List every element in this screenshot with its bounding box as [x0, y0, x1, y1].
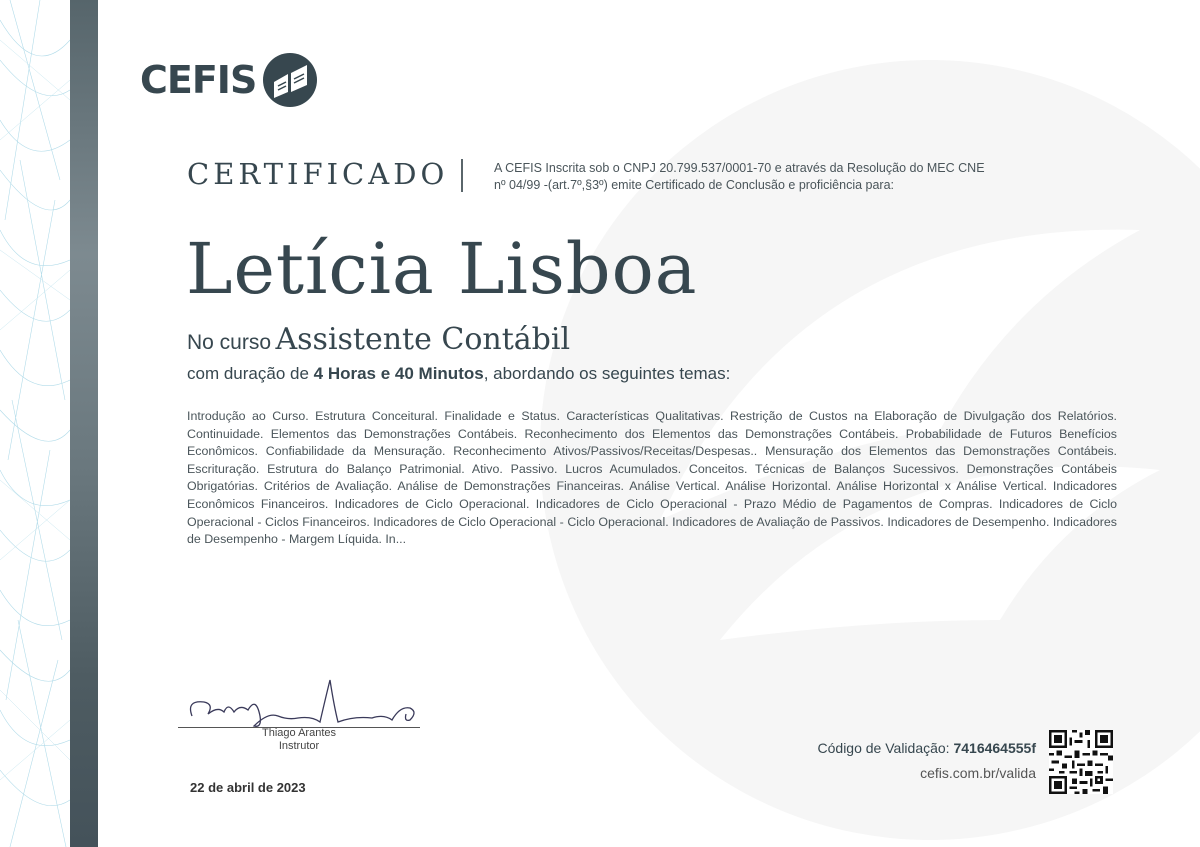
validation-code: 7416464555f: [953, 740, 1036, 756]
validation-code-line: [818, 740, 1036, 756]
logo-text: CEFIS: [140, 58, 257, 102]
instructor-role: Instrutor: [278, 740, 320, 752]
course-line: [187, 322, 570, 357]
instructor-signature: [178, 676, 428, 732]
side-band: [70, 0, 98, 847]
legal-statement: [494, 160, 1024, 194]
duration-line: [187, 364, 730, 384]
title-divider: [461, 159, 463, 192]
book-icon: [262, 52, 318, 108]
course-topics: Introdução ao Curso. Estrutura Conceitural. Finalidade e Status. Características Qualitativas. Restrição de Custos na Elaboração de Divulgação dos Relatórios. Continuidade. Elementos das Demonstrações Contábeis. Reconhecimento dos Elementos das Demonstrações Contábeis. Probabilidade de Futuros Benefícios Econômicos. Confiabilidade da Mensuração. Reconhecimento Ativos/Passivos/Receitas/Despesas.. Mensuração dos Elementos das Demonstrações Contábeis. Escrituração. Estrutura do Balanço Patrimonial. Ativo. Passivo. Lucros Acumulados. Conceitos. Técnicas de Balanços Sucessivos. Demonstrações Contábeis Obrigatórias. Critérios de Avaliação. Análise de Demonstrações Financeiras. Análise Vertical. Análise Horizontal. Análise Horizontal x Análise Vertical. Indicadores Econômicos Financeiros. Indicadores de Ciclo Operacional. Indicadores de Ciclo Operacional - Prazo Médio de Pagamentos de Compras. Indicadores de Ciclo Operacional - Ciclos Financeiros. Indicadores de Ciclo Operacional - Ciclo Operacional. Indicadores de Avaliação de Passivos. Indicadores de Desempenho. Indicadores de Desempenho - Margem Líquida. In...: [187, 409, 1117, 547]
qr-code-icon: [1049, 730, 1113, 794]
instructor-info: [178, 727, 420, 753]
instructor-name: Thiago Arantes: [262, 727, 336, 739]
decorative-pattern: [0, 0, 70, 847]
issue-date: 22 de abril de 2023: [190, 780, 306, 795]
legal-line-2: nº 04/99 -(art.7º,§3º) emite Certificado de Conclusão e proficiência para:: [494, 178, 895, 192]
cefis-logo: [140, 52, 318, 108]
duration-suffix: , abordando os seguintes temas:: [483, 364, 731, 383]
student-name: Letícia Lisboa: [186, 228, 698, 310]
validation-block: [818, 740, 1036, 781]
validation-label: Código de Validação:: [817, 740, 950, 756]
duration-prefix: com duração de: [187, 364, 309, 383]
validation-url[interactable]: cefis.com.br/valida: [920, 765, 1036, 781]
legal-line-1: A CEFIS Inscrita sob o CNPJ 20.799.537/0001-70 e através da Resolução do MEC CNE: [494, 161, 985, 175]
duration-value: 4 Horas e 40 Minutos: [313, 364, 484, 383]
course-prefix: No curso: [187, 331, 272, 354]
course-name: Assistente Contábil: [275, 322, 571, 357]
certificate-title: CERTIFICADO: [187, 157, 449, 191]
